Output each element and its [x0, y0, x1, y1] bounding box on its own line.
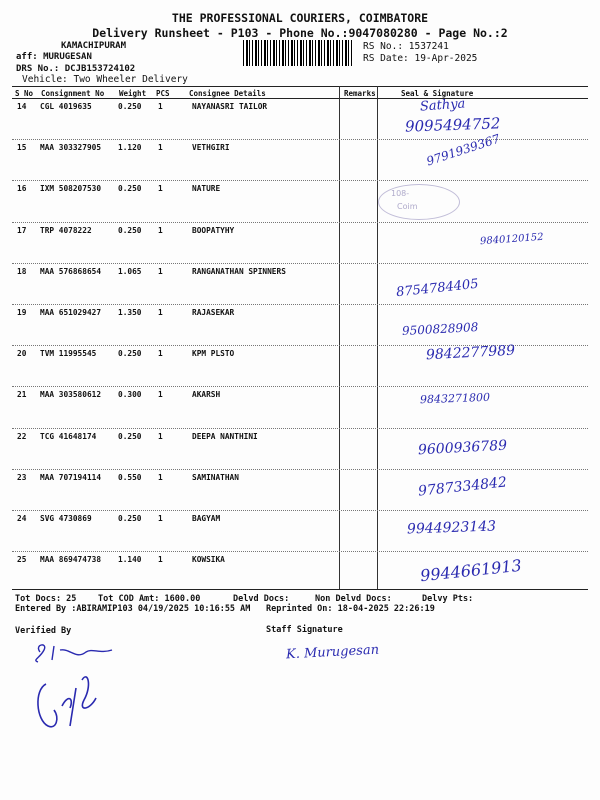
handwritten-signature: 9944661913 [419, 555, 523, 586]
handwritten-signature: 9791939367 [424, 131, 502, 169]
handwritten-signature: 9843271800 [419, 391, 491, 407]
cell-consignee: DEEPA NANTHINI [192, 431, 258, 441]
cell-sno: 24 [17, 514, 27, 523]
cell-consignee: SAMINATHAN [192, 472, 239, 482]
cell-sno: 20 [17, 349, 27, 359]
cell-sno: 25 [17, 555, 27, 565]
handwritten-signature: 9787334842 [417, 474, 508, 500]
cell-pcs: 1 [158, 390, 163, 400]
col-header-pcs: PCS [156, 89, 170, 98]
cell-sno: 22 [17, 431, 27, 441]
cell-consignee: RAJASEKAR [192, 308, 235, 317]
col-header-signature: Seal & Signature [401, 89, 474, 98]
barcode [243, 40, 353, 66]
cell-pcs: 1 [158, 266, 163, 276]
handwritten-signature: 9095494752 [404, 114, 501, 136]
table-header-rule [12, 98, 588, 99]
branch-name: KAMACHIPURAM [61, 41, 127, 51]
cell-consignment-no: IXM 508207530 [40, 184, 102, 194]
total-docs: Tot Docs: 25 [15, 594, 77, 604]
cell-pcs: 1 [158, 184, 163, 194]
verified-by-label: Verified By [15, 626, 72, 636]
cell-pcs: 1 [158, 514, 163, 523]
table-top-rule [12, 86, 588, 87]
cell-consignee: VETHGIRI [192, 143, 230, 153]
row-separator [12, 139, 588, 140]
staff-signature-label: Staff Signature [266, 625, 343, 635]
cell-consignee: NAYANASRI TAILOR [192, 102, 268, 111]
row-separator [12, 428, 588, 429]
cell-sno: 15 [17, 143, 27, 153]
cell-pcs: 1 [158, 308, 163, 317]
reprinted-on: Reprinted On: 18-04-2025 22:26:19 [266, 604, 435, 614]
cell-consignment-no: MAA 869474738 [40, 555, 102, 565]
drs-number: DRS No.: DCJB153724102 [16, 64, 136, 74]
handwritten-signature: 9842277989 [425, 342, 516, 364]
runsheet-title: Delivery Runsheet - P103 - Phone No.:9047080280 - Page No.:2 [92, 26, 508, 40]
rs-number: RS No.: 1537241 [363, 41, 449, 52]
cell-weight: 0.250 [118, 431, 142, 441]
col-header-remarks: Remarks [344, 89, 376, 98]
staff-signature-handwritten: K. Murugesan [285, 642, 380, 663]
row-separator [12, 386, 588, 387]
cell-weight: 0.250 [118, 514, 142, 523]
cell-pcs: 1 [158, 102, 163, 111]
cell-pcs: 1 [158, 225, 163, 235]
cell-consignee: BAGYAM [192, 514, 221, 523]
cell-weight: 1.350 [118, 308, 142, 317]
cell-sno: 21 [17, 390, 27, 400]
cell-sno: 16 [17, 184, 27, 194]
company-title: THE PROFESSIONAL COURIERS, COIMBATORE [171, 11, 429, 25]
cell-consignment-no: TVM 11995545 [40, 349, 97, 359]
cell-sno: 17 [17, 225, 27, 235]
cell-consignment-no: MAA 651029427 [40, 308, 102, 317]
row-separator [12, 180, 588, 181]
cell-weight: 0.250 [118, 349, 142, 359]
cell-consignment-no: MAA 303327905 [40, 143, 102, 153]
cell-consignee: BOOPATYHY [192, 225, 235, 235]
cell-weight: 1.140 [118, 555, 142, 565]
cell-weight: 0.250 [118, 184, 142, 194]
seal-stamp: 108- Coim [378, 184, 460, 220]
delivery-points: Delvy Pts: [422, 594, 474, 604]
cell-pcs: 1 [158, 555, 163, 565]
vehicle-type: Vehicle: Two Wheeler Delivery [22, 74, 188, 85]
remarks-divider-left [339, 86, 340, 589]
row-separator [12, 222, 588, 223]
cell-pcs: 1 [158, 143, 163, 153]
cell-sno: 18 [17, 266, 27, 276]
cell-weight: 0.550 [118, 472, 142, 482]
col-header-sno: S No [15, 89, 34, 98]
cell-consignment-no: MAA 303580612 [40, 390, 102, 400]
cell-sno: 19 [17, 308, 27, 317]
handwritten-signature: 9840120152 [479, 231, 544, 247]
rs-date: RS Date: 19-Apr-2025 [363, 53, 478, 64]
col-header-consignment: Consignment No [41, 89, 105, 98]
cell-weight: 0.300 [118, 390, 142, 400]
cell-consignee: NATURE [192, 184, 221, 194]
cell-pcs: 1 [158, 431, 163, 441]
cell-sno: 23 [17, 472, 27, 482]
cell-consignee: AKARSH [192, 390, 221, 400]
handwritten-signature: 9944923143 [406, 518, 497, 538]
cell-consignee: RANGANATHAN SPINNERS [192, 266, 286, 276]
delivered-docs: Delvd Docs: [233, 594, 290, 604]
total-cod: Tot COD Amt: 1600.00 [98, 594, 201, 604]
cell-weight: 0.250 [118, 225, 142, 235]
col-header-weight: Weight [119, 89, 147, 98]
remarks-divider-right [377, 86, 378, 589]
col-header-consignee: Consignee Details [189, 89, 266, 98]
cell-sno: 14 [17, 102, 27, 111]
cell-pcs: 1 [158, 472, 163, 482]
cell-consignment-no: TCG 41648174 [40, 431, 97, 441]
row-separator [12, 469, 588, 470]
cell-consignment-no: SVG 4730869 [40, 514, 92, 523]
non-delivered-docs: Non Delvd Docs: [315, 594, 392, 604]
cell-consignment-no: MAA 707194114 [40, 472, 102, 482]
staff-name: aff: MURUGESAN [16, 52, 92, 62]
row-separator [12, 263, 588, 264]
handwritten-signature: 9500828908 [401, 320, 479, 338]
cell-pcs: 1 [158, 349, 163, 359]
row-separator [12, 551, 588, 552]
handwritten-signature: 8754784405 [395, 276, 480, 301]
table-bottom-rule [12, 589, 588, 590]
handwritten-signature: 9600936789 [417, 437, 508, 458]
cell-consignee: KPM PLSTO [192, 349, 235, 359]
cell-consignment-no: MAA 576868654 [40, 266, 102, 276]
row-separator [12, 304, 588, 305]
cell-consignment-no: TRP 4078222 [40, 225, 92, 235]
cell-weight: 1.120 [118, 143, 142, 153]
cell-consignee: KOWSIKA [192, 555, 225, 565]
cell-weight: 0.250 [118, 102, 142, 111]
handwritten-signature: Sathya [419, 96, 466, 115]
entered-by: Entered By :ABIRAMIP103 04/19/2025 10:16:55 AM [15, 604, 251, 614]
cell-weight: 1.065 [118, 266, 142, 276]
cell-consignment-no: CGL 4019635 [40, 102, 92, 111]
row-separator [12, 510, 588, 511]
verifier-signature-image [30, 640, 130, 750]
